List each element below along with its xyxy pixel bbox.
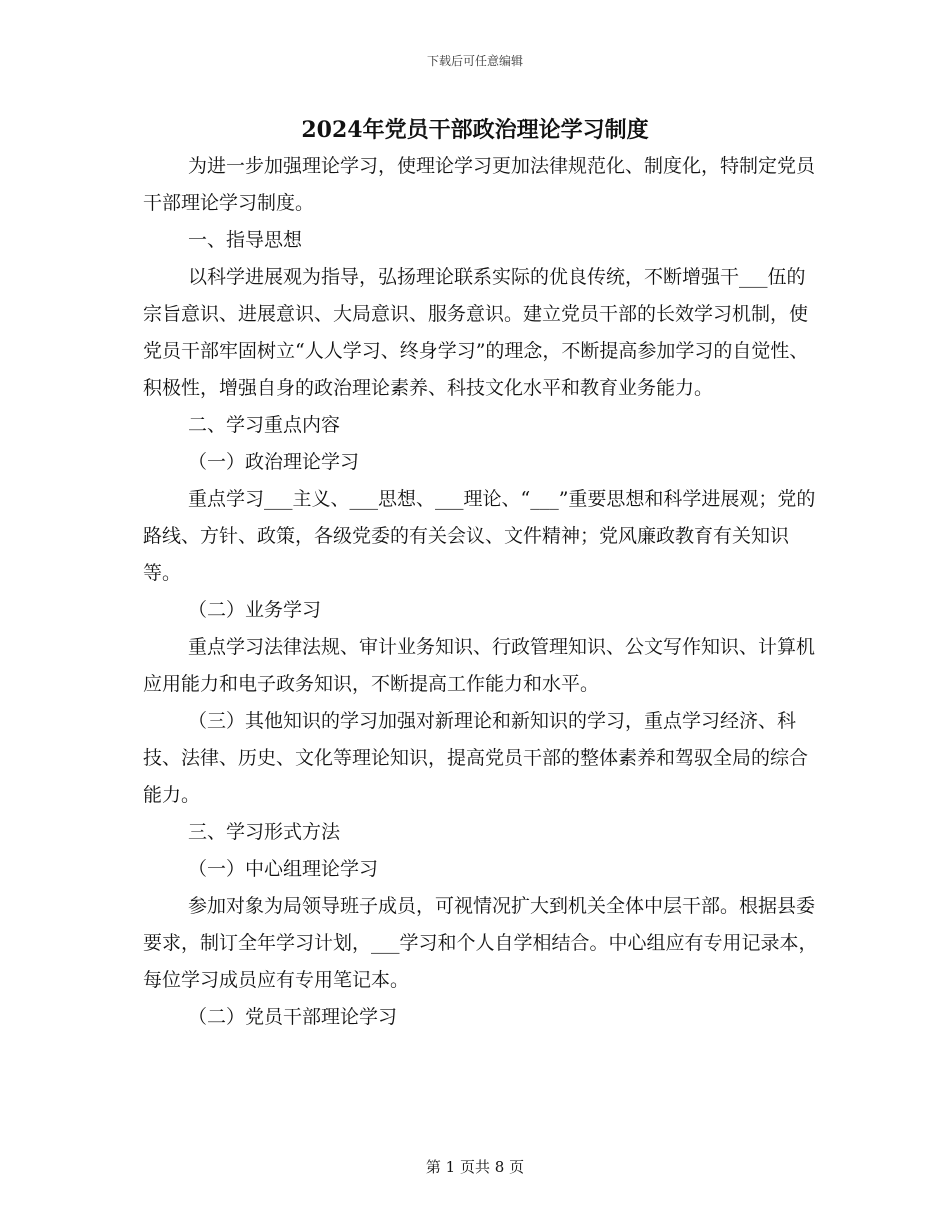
subheading-business-study: （二）业务学习 [188,599,322,621]
subheading-political-theory: （一）政治理论学习 [188,451,360,473]
page-footer: 第 1 页共 8 页 [425,1158,525,1176]
document-title: 2024年党员干部政治理论学习制度 [301,117,649,143]
subheading-cadre-study: （二）党员干部理论学习 [188,1006,398,1028]
central-group-paragraph: 参加对象为局领导班子成员，可视情况扩大到机关全体中层干部。根据县委要求，制订全年学习计划，___学习和个人自学相结合。中心组应有专用记录本，每位学习成员应有专用笔记本。 [143,895,818,991]
business-study-paragraph: 重点学习法律法规、审计业务知识、行政管理知识、公文写作知识、计算机应用能力和电子政务知识，不断提高工作能力和水平。 [143,636,816,695]
document-body [143,148,818,1036]
guiding-thought-paragraph: 以科学进展观为指导，弘扬理论联系实际的优良传统，不断增强干___伍的宗旨意识、进展意识、大局意识、服务意识。建立党员干部的长效学习机制，使党员干部牢固树立“人人学习、终身学习”的理念，不断提高参加学习的自觉性、积极性，增强自身的政治理论素养、科技文化水平和教育业务能力。 [143,266,809,399]
header-note: 下载后可任意编辑 [426,54,523,68]
other-knowledge-paragraph: （三）其他知识的学习加强对新理论和新知识的学习，重点学习经济、科技、法律、历史、文化等理论知识，提高党员干部的整体素养和驾驭全局的综合能力。 [143,710,809,806]
section-heading-key-content: 二、学习重点内容 [188,414,341,436]
subheading-central-group: （一）中心组理论学习 [188,858,379,880]
political-theory-paragraph: 重点学习___主义、___思想、___理论、“___”重要思想和科学进展观；党的路线、方针、政策，各级党委的有关会议、文件精神；党风廉政教育有关知识等。 [143,488,816,584]
intro-paragraph: 为进一步加强理论学习，使理论学习更加法律规范化、制度化，特制定党员干部理论学习制度。 [143,155,816,214]
section-heading-methods: 三、学习形式方法 [188,821,341,843]
section-heading-guiding-thought: 一、指导思想 [188,229,303,251]
